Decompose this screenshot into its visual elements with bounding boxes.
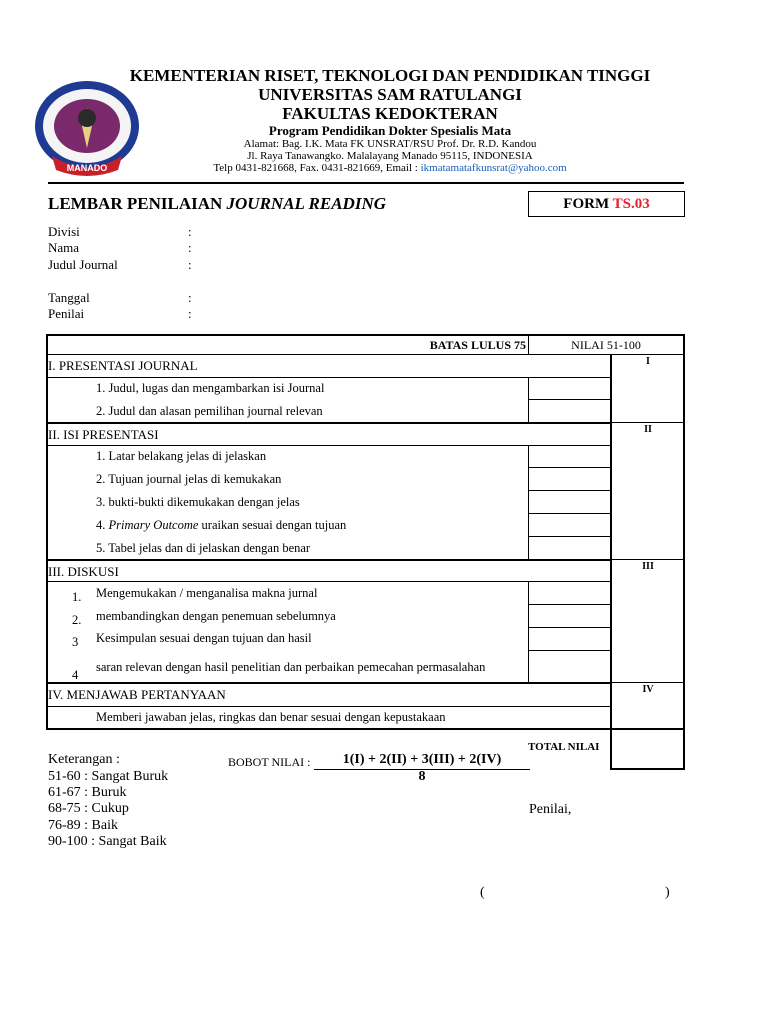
section-i-item-1: 1. Judul, lugas dan mengambarkan isi Journal (96, 381, 325, 395)
subtotal-ii-label: II (644, 424, 652, 435)
section-ii-item-3: 3. bukti-bukti dikemukakan dengan jelas (96, 495, 300, 509)
svg-text:MANADO: MANADO (66, 163, 108, 173)
score-box[interactable] (528, 604, 611, 628)
score-box[interactable] (528, 513, 611, 537)
score-box[interactable] (528, 581, 611, 605)
score-box[interactable] (528, 490, 611, 514)
section-iii-number-1: 1. (72, 590, 82, 604)
section-iii-item-2: membandingkan dengan penemuan sebelumnya (96, 609, 336, 623)
form-code-label: FORM (563, 196, 613, 212)
section-ii-item-2: 2. Tujuan journal jelas di kemukakan (96, 472, 282, 486)
section-i-title: I. PRESENTASI JOURNAL (48, 358, 198, 373)
grade-item: 90-100 : Sangat Baik (48, 834, 167, 849)
grade-item: 51-60 : Sangat Buruk (48, 769, 169, 784)
form-code-box (528, 191, 685, 217)
field-divisi-label: Divisi (48, 224, 80, 239)
field-nama-colon: : (188, 240, 192, 255)
section-iii-number-3: 3 (72, 635, 79, 649)
section-ii-item-4 (96, 518, 346, 533)
subtotal-iii-label: III (642, 561, 654, 572)
grade-item: 68-75 : Cukup (48, 801, 129, 816)
section-iii-item-1: Mengemukakan / menganalisa makna jurnal (96, 586, 318, 600)
address-line-2: Jl. Raya Tanawangko. Malalayang Manado 95115, INDONESIA (247, 150, 533, 162)
section-iii-item-4: saran relevan dengan hasil penelitian dan perbaikan pemecahan permasalahan (96, 660, 486, 674)
keterangan-label: Keterangan : (48, 752, 120, 767)
header-divider (48, 182, 684, 184)
primary-outcome-text: Primary Outcome (108, 518, 199, 532)
section-iii-item-3: Kesimpulan sesuai dengan tujuan dan hasil (96, 631, 312, 645)
batas-lulus-label: BATAS LULUS 75 (429, 338, 526, 352)
item-4-rest: uraikan sesuai dengan tujuan (198, 518, 347, 532)
subtotal-iv-label: IV (642, 684, 654, 695)
section-ii-title: II. ISI PRESENTASI (48, 427, 159, 442)
field-penilai-label: Penilai (48, 306, 85, 321)
field-divisi-colon: : (188, 224, 192, 239)
score-box[interactable] (528, 627, 611, 651)
university-heading: UNIVERSITAS SAM RATULANGI (258, 85, 522, 104)
contact-text: Telp 0431-821668, Fax. 0431-821669, Email : (213, 162, 421, 174)
section-iv-title: IV. MENJAWAB PERTANYAAN (48, 687, 226, 702)
field-judul-label: Judul Journal (48, 257, 118, 272)
score-box[interactable] (528, 399, 611, 423)
section-ii-item-5: 5. Tabel jelas dan di jelaskan dengan benar (96, 541, 311, 555)
form-title (48, 194, 386, 214)
field-penilai-colon: : (188, 306, 192, 321)
ministry-heading: KEMENTERIAN RISET, TEKNOLOGI DAN PENDIDIKAN TINGGI (129, 66, 651, 85)
section-iii-number-2: 2. (72, 613, 82, 627)
bobot-nilai-label: BOBOT NILAI : (228, 755, 311, 769)
nilai-range-label: NILAI 51-100 (571, 338, 641, 352)
score-box[interactable] (528, 650, 611, 683)
score-box[interactable] (528, 445, 611, 468)
section-iv-item-1: Memberi jawaban jelas, ringkas dan benar sesuai dengan kepustakaan (96, 710, 446, 724)
form-code: TS.03 (612, 196, 650, 212)
email-link[interactable]: ikmatamatafkunsrat@yahoo.com (420, 162, 567, 174)
signature-paren-close: ) (665, 885, 670, 900)
faculty-heading: FAKULTAS KEDOKTERAN (282, 104, 498, 123)
program-heading: Program Pendidikan Dokter Spesialis Mata (268, 123, 512, 138)
section-iii-title: III. DISKUSI (48, 564, 119, 579)
signature-paren-open: ( (480, 885, 485, 900)
field-judul-colon: : (188, 257, 192, 272)
bobot-divisor: 8 (418, 769, 426, 784)
score-box[interactable] (528, 377, 611, 400)
item-4-number: 4. (96, 518, 109, 532)
field-tanggal-colon: : (188, 290, 192, 305)
form-title-italic: JOURNAL READING (226, 194, 387, 213)
field-tanggal-label: Tanggal (48, 290, 90, 305)
penilai-signature-label: Penilai, (529, 802, 572, 817)
grade-item: 76-89 : Baik (48, 818, 118, 833)
grade-item: 61-67 : Buruk (48, 785, 127, 800)
section-i-item-2: 2. Judul dan alasan pemilihan journal relevan (96, 404, 323, 418)
score-box[interactable] (528, 536, 611, 560)
subtotal-i-label: I (646, 356, 650, 367)
total-nilai-label: TOTAL NILAI (528, 741, 600, 753)
form-title-plain: LEMBAR PENILAIAN (48, 194, 227, 213)
contact-line (100, 162, 680, 174)
section-ii-item-1: 1. Latar belakang jelas di jelaskan (96, 449, 267, 463)
score-box[interactable] (528, 467, 611, 491)
field-nama-label: Nama (48, 240, 80, 255)
bobot-formula: 1(I) + 2(II) + 3(III) + 2(IV) (342, 752, 502, 767)
section-iii-number-4: 4 (72, 668, 79, 682)
address-line-1: Alamat: Bag. I.K. Mata FK UNSRAT/RSU Prof. Dr. R.D. Kandou (243, 138, 537, 150)
